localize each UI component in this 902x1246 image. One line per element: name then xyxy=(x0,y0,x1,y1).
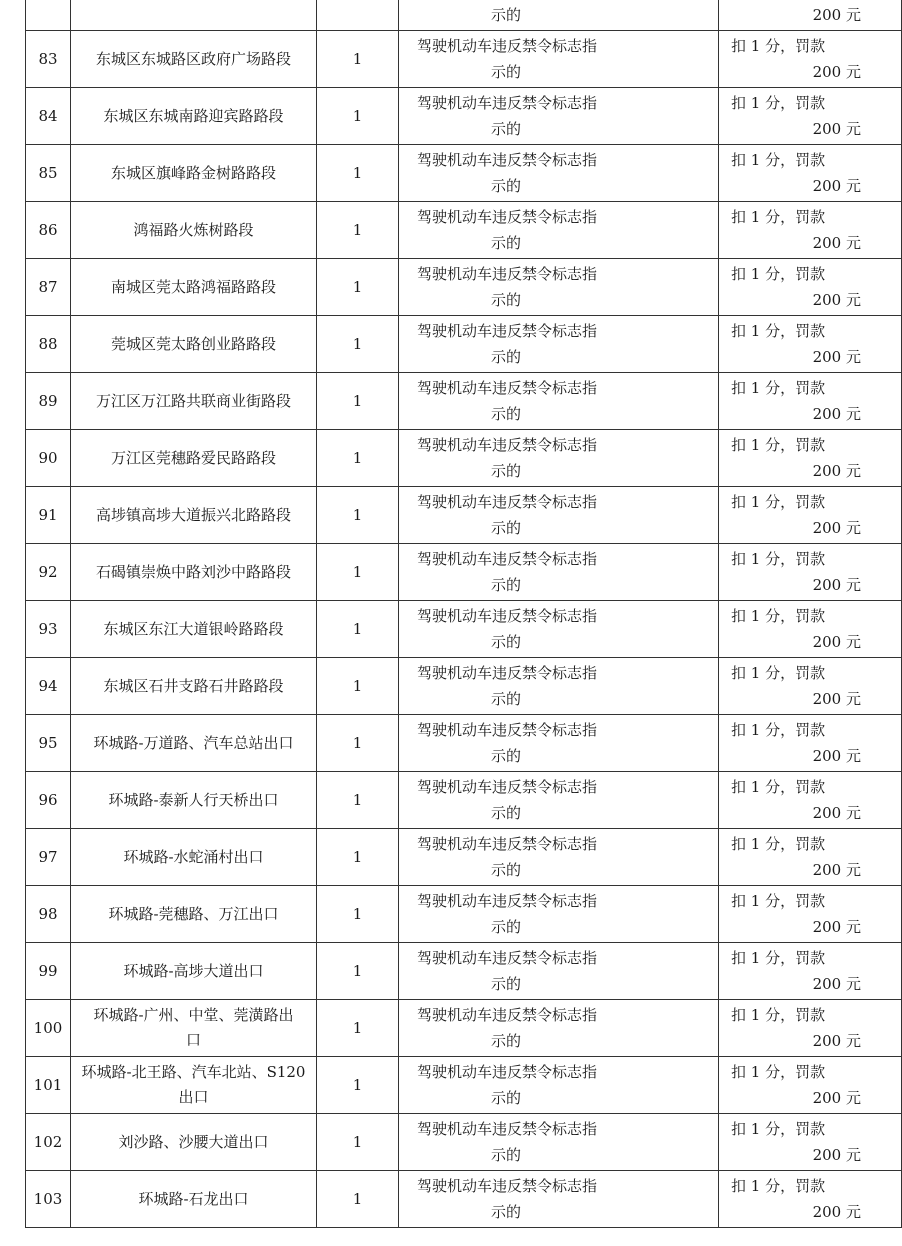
action-line-1: 驾驶机动车违反禁令标志指 xyxy=(417,778,598,796)
location-text: 口 xyxy=(185,1031,201,1049)
count-value: 1 xyxy=(352,50,363,68)
penalty-line-1: 扣 1 分，罚款 xyxy=(731,151,826,169)
cell-location xyxy=(71,1171,317,1228)
action-line-2: 示的 xyxy=(491,462,522,480)
penalty-line-1: 扣 1 分，罚款 xyxy=(731,208,826,226)
location-text: 莞城区莞太路创业路路段 xyxy=(110,335,276,353)
penalty-line-2: 200 元 xyxy=(812,120,861,138)
cell-location xyxy=(71,886,317,943)
cell-no xyxy=(26,1171,71,1228)
row-number: 95 xyxy=(38,734,58,752)
row-number: 100 xyxy=(33,1019,63,1037)
location-text: 环城路-石龙出口 xyxy=(138,1190,249,1208)
cell-count xyxy=(317,88,399,145)
penalty-line-1: 扣 1 分，罚款 xyxy=(731,379,826,397)
location-text: 出口 xyxy=(178,1088,209,1106)
cell-penalty xyxy=(719,601,902,658)
cell-count xyxy=(317,601,399,658)
cell-count xyxy=(317,829,399,886)
table-row xyxy=(26,829,902,886)
penalty-line-2: 200 元 xyxy=(812,1089,861,1107)
cell-action xyxy=(399,601,719,658)
location-text: 环城路-泰新人行天桥出口 xyxy=(108,791,279,809)
cell-penalty xyxy=(719,943,902,1000)
table-row xyxy=(26,373,902,430)
cell-count xyxy=(317,316,399,373)
cell-count xyxy=(317,0,399,31)
cell-penalty xyxy=(719,373,902,430)
row-number: 103 xyxy=(33,1190,63,1208)
count-value: 1 xyxy=(352,677,363,695)
cell-location xyxy=(71,544,317,601)
action-line-2: 示的 xyxy=(491,291,522,309)
penalty-line-2: 200 元 xyxy=(812,918,861,936)
count-value: 1 xyxy=(352,791,363,809)
cell-no xyxy=(26,1000,71,1057)
location-text: 环城路-高埗大道出口 xyxy=(123,962,264,980)
cell-no xyxy=(26,202,71,259)
cell-penalty xyxy=(719,88,902,145)
table-row xyxy=(26,202,902,259)
count-value: 1 xyxy=(352,962,363,980)
table-row xyxy=(26,316,902,373)
cell-location xyxy=(71,1000,317,1057)
cell-count xyxy=(317,145,399,202)
location-text: 东城区东江大道银岭路路段 xyxy=(103,620,284,638)
cell-action xyxy=(399,544,719,601)
cell-penalty xyxy=(719,1114,902,1171)
penalty-line-1: 扣 1 分，罚款 xyxy=(731,94,826,112)
row-number: 99 xyxy=(38,962,58,980)
cell-penalty xyxy=(719,772,902,829)
cell-no xyxy=(26,259,71,316)
cell-action xyxy=(399,145,719,202)
count-value: 1 xyxy=(352,278,363,296)
cell-no xyxy=(26,658,71,715)
cell-penalty xyxy=(719,1000,902,1057)
cell-location xyxy=(71,658,317,715)
action-line-2: 示的 xyxy=(491,519,522,537)
cell-count xyxy=(317,31,399,88)
penalty-line-2: 200 元 xyxy=(812,291,861,309)
cell-location xyxy=(71,601,317,658)
action-line-2: 示的 xyxy=(491,177,522,195)
penalty-line-1: 扣 1 分，罚款 xyxy=(731,550,826,568)
cell-penalty xyxy=(719,145,902,202)
action-line-2: 示的 xyxy=(491,1032,522,1050)
cell-action xyxy=(399,943,719,1000)
count-value: 1 xyxy=(352,1019,363,1037)
action-line-2: 示的 xyxy=(491,975,522,993)
cell-location xyxy=(71,316,317,373)
cell-count xyxy=(317,430,399,487)
cell-count xyxy=(317,715,399,772)
cell-no xyxy=(26,0,71,31)
action-line-2: 示的 xyxy=(491,918,522,936)
penalty-line-2: 200 元 xyxy=(812,1203,861,1221)
cell-penalty xyxy=(719,715,902,772)
location-text: 万江区莞穗路爱民路路段 xyxy=(110,449,276,467)
action-line-1: 驾驶机动车违反禁令标志指 xyxy=(417,949,598,967)
action-line-2: 示的 xyxy=(491,348,522,366)
cell-penalty xyxy=(719,259,902,316)
table-row xyxy=(26,772,902,829)
cell-location xyxy=(71,943,317,1000)
cell-location xyxy=(71,145,317,202)
penalty-line-2: 200 元 xyxy=(812,690,861,708)
penalty-line-2: 200 元 xyxy=(812,348,861,366)
penalty-line-1: 扣 1 分，罚款 xyxy=(731,322,826,340)
action-line-1: 驾驶机动车违反禁令标志指 xyxy=(417,379,598,397)
cell-count xyxy=(317,1171,399,1228)
penalty-line-2: 200 元 xyxy=(812,747,861,765)
cell-no xyxy=(26,31,71,88)
table-row xyxy=(26,487,902,544)
count-value: 1 xyxy=(352,335,363,353)
table-row xyxy=(26,1057,902,1114)
action-line-1: 驾驶机动车违反禁令标志指 xyxy=(417,208,598,226)
cell-action xyxy=(399,31,719,88)
table-row xyxy=(26,145,902,202)
count-value: 1 xyxy=(352,563,363,581)
action-line-1: 驾驶机动车违反禁令标志指 xyxy=(417,265,598,283)
action-line-2: 示的 xyxy=(491,234,522,252)
cell-penalty xyxy=(719,0,902,31)
cell-count xyxy=(317,886,399,943)
penalty-line-1: 扣 1 分，罚款 xyxy=(731,949,826,967)
location-text: 石碣镇崇焕中路刘沙中路路段 xyxy=(95,563,291,581)
cell-location xyxy=(71,88,317,145)
cell-count xyxy=(317,1057,399,1114)
cell-location xyxy=(71,1057,317,1114)
penalty-line-2: 200 元 xyxy=(812,519,861,537)
table-row xyxy=(26,886,902,943)
penalty-line-1: 扣 1 分，罚款 xyxy=(731,493,826,511)
action-line-2: 示的 xyxy=(491,63,522,81)
location-text: 环城路-水蛇涌村出口 xyxy=(123,848,264,866)
action-line-2: 示的 xyxy=(491,804,522,822)
penalty-line-1: 扣 1 分，罚款 xyxy=(731,1006,826,1024)
cell-action xyxy=(399,829,719,886)
penalty-tail: 200 元 xyxy=(812,6,861,24)
location-text: 东城区石井支路石井路路段 xyxy=(103,677,284,695)
cell-no xyxy=(26,145,71,202)
cell-penalty xyxy=(719,31,902,88)
row-number: 101 xyxy=(33,1076,63,1094)
cell-location xyxy=(71,829,317,886)
location-text: 环城路-北王路、汽车北站、S120 xyxy=(81,1063,306,1081)
cell-penalty xyxy=(719,544,902,601)
location-text: 鸿福路火炼树路段 xyxy=(133,221,254,239)
table-row xyxy=(26,658,902,715)
count-value: 1 xyxy=(352,221,363,239)
count-value: 1 xyxy=(352,734,363,752)
location-text: 万江区万江路共联商业街路段 xyxy=(95,392,291,410)
cell-action xyxy=(399,715,719,772)
penalty-line-2: 200 元 xyxy=(812,861,861,879)
cell-count xyxy=(317,1114,399,1171)
action-line-2: 示的 xyxy=(491,120,522,138)
cell-penalty xyxy=(719,829,902,886)
cell-action xyxy=(399,1000,719,1057)
action-line-1: 驾驶机动车违反禁令标志指 xyxy=(417,37,598,55)
cell-location xyxy=(71,772,317,829)
action-line-2: 示的 xyxy=(491,861,522,879)
table-row xyxy=(26,1171,902,1228)
location-text: 东城区旗峰路金树路路段 xyxy=(110,164,276,182)
table-row xyxy=(26,1114,902,1171)
penalty-line-2: 200 元 xyxy=(812,576,861,594)
row-number: 87 xyxy=(38,278,58,296)
table-row xyxy=(26,31,902,88)
cell-count xyxy=(317,202,399,259)
count-value: 1 xyxy=(352,1133,363,1151)
count-value: 1 xyxy=(352,905,363,923)
action-line-2: 示的 xyxy=(491,633,522,651)
cell-penalty xyxy=(719,487,902,544)
penalty-line-1: 扣 1 分，罚款 xyxy=(731,1177,826,1195)
cell-action xyxy=(399,202,719,259)
action-line-1: 驾驶机动车违反禁令标志指 xyxy=(417,1120,598,1138)
cell-no xyxy=(26,601,71,658)
row-number: 86 xyxy=(38,221,58,239)
count-value: 1 xyxy=(352,164,363,182)
cell-no xyxy=(26,943,71,1000)
penalty-line-2: 200 元 xyxy=(812,177,861,195)
action-line-2: 示的 xyxy=(491,1203,522,1221)
table-row xyxy=(26,430,902,487)
row-number: 89 xyxy=(38,392,58,410)
cell-penalty xyxy=(719,658,902,715)
cell-no xyxy=(26,1057,71,1114)
cell-location xyxy=(71,715,317,772)
count-value: 1 xyxy=(352,1190,363,1208)
row-number: 92 xyxy=(38,563,58,581)
action-line-1: 驾驶机动车违反禁令标志指 xyxy=(417,1006,598,1024)
action-line-2: 示的 xyxy=(491,405,522,423)
cell-action xyxy=(399,886,719,943)
action-line-1: 驾驶机动车违反禁令标志指 xyxy=(417,835,598,853)
cell-action xyxy=(399,772,719,829)
count-value: 1 xyxy=(352,107,363,125)
location-text: 东城区东城路区政府广场路段 xyxy=(95,50,291,68)
cell-penalty xyxy=(719,316,902,373)
cell-location xyxy=(71,202,317,259)
cell-location xyxy=(71,430,317,487)
location-text: 环城路-广州、中堂、莞潢路出 xyxy=(93,1006,294,1024)
cell-no xyxy=(26,886,71,943)
action-line-1: 驾驶机动车违反禁令标志指 xyxy=(417,892,598,910)
cell-action xyxy=(399,1057,719,1114)
count-value: 1 xyxy=(352,848,363,866)
cell-count xyxy=(317,943,399,1000)
location-text: 环城路-万道路、汽车总站出口 xyxy=(93,734,294,752)
action-line-1: 驾驶机动车违反禁令标志指 xyxy=(417,493,598,511)
penalty-line-1: 扣 1 分，罚款 xyxy=(731,1063,826,1081)
cell-count xyxy=(317,772,399,829)
cell-penalty xyxy=(719,1171,902,1228)
action-line-1: 驾驶机动车违反禁令标志指 xyxy=(417,1177,598,1195)
cell-count xyxy=(317,544,399,601)
table-row xyxy=(26,601,902,658)
action-line-1: 驾驶机动车违反禁令标志指 xyxy=(417,550,598,568)
cell-no xyxy=(26,373,71,430)
penalty-line-1: 扣 1 分，罚款 xyxy=(731,892,826,910)
penalty-line-1: 扣 1 分，罚款 xyxy=(731,607,826,625)
penalty-line-1: 扣 1 分，罚款 xyxy=(731,835,826,853)
cell-penalty xyxy=(719,886,902,943)
penalty-line-2: 200 元 xyxy=(812,975,861,993)
penalty-line-2: 200 元 xyxy=(812,462,861,480)
count-value: 1 xyxy=(352,449,363,467)
action-line-2: 示的 xyxy=(491,1146,522,1164)
violation-locations-table xyxy=(25,0,902,1228)
cell-location xyxy=(71,0,317,31)
location-text: 高埗镇高埗大道振兴北路路段 xyxy=(95,506,291,524)
cell-action xyxy=(399,658,719,715)
location-text: 刘沙路、沙腰大道出口 xyxy=(118,1133,269,1151)
row-number: 90 xyxy=(38,449,58,467)
row-number: 85 xyxy=(38,164,58,182)
cell-penalty xyxy=(719,1057,902,1114)
cell-location xyxy=(71,259,317,316)
penalty-line-1: 扣 1 分，罚款 xyxy=(731,265,826,283)
cell-action xyxy=(399,259,719,316)
table-row xyxy=(26,88,902,145)
penalty-line-2: 200 元 xyxy=(812,1146,861,1164)
cell-no xyxy=(26,544,71,601)
action-line-1: 驾驶机动车违反禁令标志指 xyxy=(417,607,598,625)
row-number: 91 xyxy=(38,506,58,524)
cell-count xyxy=(317,259,399,316)
row-number: 83 xyxy=(38,50,58,68)
cell-count xyxy=(317,373,399,430)
cell-no xyxy=(26,772,71,829)
count-value: 1 xyxy=(352,1076,363,1094)
location-text: 南城区莞太路鸿福路路段 xyxy=(110,278,276,296)
penalty-line-2: 200 元 xyxy=(812,633,861,651)
penalty-line-1: 扣 1 分，罚款 xyxy=(731,721,826,739)
penalty-line-2: 200 元 xyxy=(812,234,861,252)
penalty-line-2: 200 元 xyxy=(812,405,861,423)
cell-action xyxy=(399,373,719,430)
action-line-1: 驾驶机动车违反禁令标志指 xyxy=(417,94,598,112)
cell-action xyxy=(399,88,719,145)
cell-action xyxy=(399,1114,719,1171)
table-row xyxy=(26,1000,902,1057)
cell-penalty xyxy=(719,202,902,259)
cell-count xyxy=(317,658,399,715)
action-line-1: 驾驶机动车违反禁令标志指 xyxy=(417,721,598,739)
cell-no xyxy=(26,430,71,487)
penalty-line-2: 200 元 xyxy=(812,804,861,822)
count-value: 1 xyxy=(352,506,363,524)
row-number: 98 xyxy=(38,905,58,923)
cell-no xyxy=(26,1114,71,1171)
cell-action xyxy=(399,316,719,373)
row-number: 84 xyxy=(38,107,58,125)
cell-penalty xyxy=(719,430,902,487)
action-line-2: 示的 xyxy=(491,690,522,708)
action-line-1: 驾驶机动车违反禁令标志指 xyxy=(417,151,598,169)
cell-no xyxy=(26,316,71,373)
penalty-line-1: 扣 1 分，罚款 xyxy=(731,778,826,796)
cell-location xyxy=(71,487,317,544)
cell-count xyxy=(317,487,399,544)
penalty-line-2: 200 元 xyxy=(812,1032,861,1050)
table-row xyxy=(26,943,902,1000)
action-line-2: 示的 xyxy=(491,576,522,594)
action-line-2: 示的 xyxy=(491,747,522,765)
row-number: 96 xyxy=(38,791,58,809)
cell-action xyxy=(399,0,719,31)
location-text: 环城路-莞穗路、万江出口 xyxy=(108,905,279,923)
cell-location xyxy=(71,373,317,430)
row-number: 102 xyxy=(33,1133,63,1151)
penalty-line-1: 扣 1 分，罚款 xyxy=(731,664,826,682)
action-line-1: 驾驶机动车违反禁令标志指 xyxy=(417,322,598,340)
table-row xyxy=(26,715,902,772)
row-number: 93 xyxy=(38,620,58,638)
row-number: 97 xyxy=(38,848,58,866)
row-number: 88 xyxy=(38,335,58,353)
cell-no xyxy=(26,487,71,544)
table-row-partial xyxy=(26,0,902,31)
action-tail: 示的 xyxy=(491,6,522,24)
table-row xyxy=(26,259,902,316)
table-row xyxy=(26,544,902,601)
cell-no xyxy=(26,829,71,886)
cell-action xyxy=(399,487,719,544)
count-value: 1 xyxy=(352,392,363,410)
count-value: 1 xyxy=(352,620,363,638)
action-line-1: 驾驶机动车违反禁令标志指 xyxy=(417,436,598,454)
table-body xyxy=(26,0,902,1228)
cell-no xyxy=(26,88,71,145)
cell-action xyxy=(399,430,719,487)
penalty-line-1: 扣 1 分，罚款 xyxy=(731,436,826,454)
row-number: 94 xyxy=(38,677,58,695)
cell-action xyxy=(399,1171,719,1228)
penalty-line-1: 扣 1 分，罚款 xyxy=(731,37,826,55)
cell-location xyxy=(71,31,317,88)
cell-location xyxy=(71,1114,317,1171)
action-line-2: 示的 xyxy=(491,1089,522,1107)
action-line-1: 驾驶机动车违反禁令标志指 xyxy=(417,1063,598,1081)
penalty-line-2: 200 元 xyxy=(812,63,861,81)
cell-count xyxy=(317,1000,399,1057)
cell-no xyxy=(26,715,71,772)
penalty-line-1: 扣 1 分，罚款 xyxy=(731,1120,826,1138)
location-text: 东城区东城南路迎宾路路段 xyxy=(103,107,284,125)
action-line-1: 驾驶机动车违反禁令标志指 xyxy=(417,664,598,682)
